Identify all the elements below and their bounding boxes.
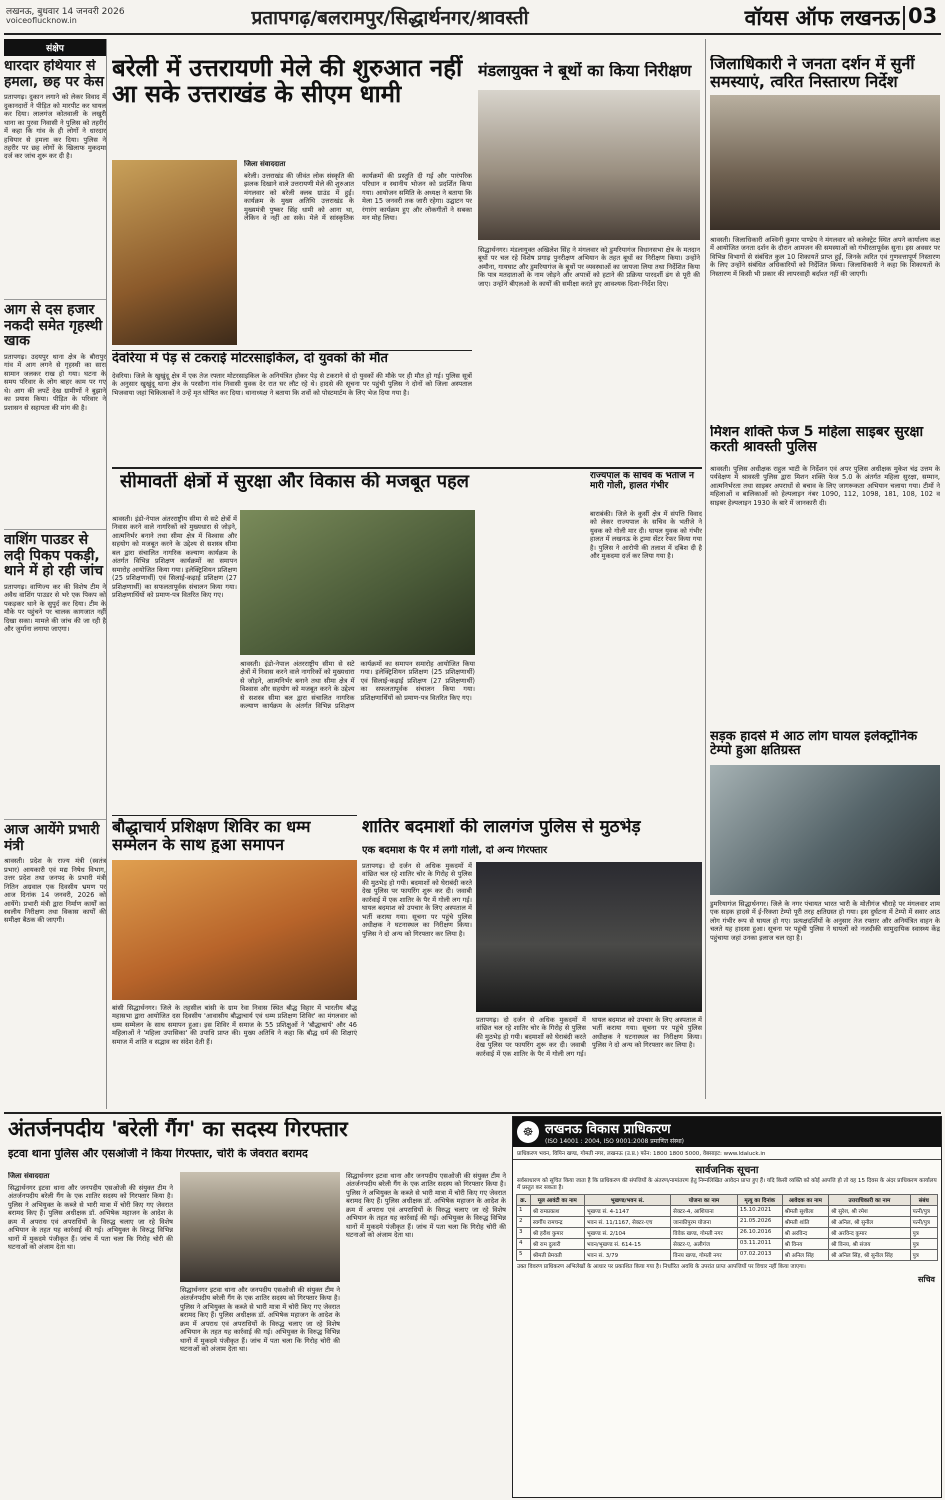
table-cell: 07.02.2013 (737, 1249, 782, 1260)
article-body: श्रावस्ती। इंडो-नेपाल अंतरराष्ट्रीय सीमा से सटे क्षेत्रों में निवास करने वाले नागरिकों को मुख्यधारा से जोड़ने, आत्मनिर्भर बनाने तथा सीमा क्षेत्र में विश्वास और सहयोग को मजबूत करने के उद्देश्य से सशस्त्र सीमा बल द्वारा संचालित नागरिक कल्याण कार्यक्रम के अंतर्गत विभिन्न प्रशिक्षण कार्यक्रमों का समापन समारोह आयोजित किया गया। इलेक्ट्रिशियन प्रशिक्षण (25 प्रशिक्षणार्थी) एवं सिलाई-कढ़ाई प्रशिक्षण (27 प्रशिक्षणार्थी) का सफलतापूर्वक संचालन किया गया। प्रशिक्षणार्थियों को प्रमाण-पत्र वितरित किए गए। (240, 660, 475, 711)
article-body: प्रतापगढ़। दो दर्जन से अधिक मुकदमों में वांछित चल रहे शातिर चोर के गिरोह से पुलिस की मुठभेड़ हो गयी। बदमाशों को घेराबंदी करते देख पुलिस पर फायरिंग शुरू कर दी। जवाबी कार्रवाई में एक शातिर के पैर में गोली लग गई। घायल बदमाश को उपचार के लिए अस्पताल में भर्ती कराया गया। सूचना पर पहुंचे पुलिस अधीक्षक ने घटनास्थल का निरीक्षण किया। पुलिस ने दो अन्य को गिरफ्तार कर लिया है। (362, 862, 472, 938)
table-header-cell: क्र. (517, 1194, 531, 1205)
headline-tempo: सड़क हादसे में आठ लोग घायल इलेक्ट्रॉनिक टेम्पो हुआ क्षतिग्रस्त (710, 730, 918, 759)
sidebar-body: प्रतापगढ़। दुकान लगाने को लेकर विवाद में दुकानदारों ने पीड़ित को मारपीट कर घायल कर दिया। लालगंज कोतवाली के लखुरी थाना का पुरवा निवासी ने पुलिस को तहरीर में कहा कि गांव के ही लोगों ने धारदार हथियार से हमला कर दिया। पुलिस ने तहरीर पर छह लोगों के खिलाफ मुकदमा दर्ज कर जांच शुरू कर दी है। (4, 93, 106, 161)
article-body: प्रतापगढ़। दो दर्जन से अधिक मुकदमों में वांछित चल रहे शातिर चोर के गिरोह से पुलिस की मुठभेड़ हो गयी। बदमाशों को घेराबंदी करते देख पुलिस पर फायरिंग शुरू कर दी। जवाबी कार्रवाई में एक शातिर के पैर में गोली लग गई। घायल बदमाश को उपचार के लिए अस्पताल में भर्ती कराया गया। सूचना पर पहुंचे पुलिस अधीक्षक ने घटनास्थल का निरीक्षण किया। पुलिस ने दो अन्य को गिरफ्तार कर लिया है। (476, 1016, 702, 1058)
table-cell: पत्नी/पुत्र (910, 1216, 937, 1227)
headline-accident: देवरिया में पेड़ से टकराई मोटरसाइकिल, दो युवकों की मौत (112, 352, 388, 366)
photo-gang (180, 1172, 340, 1282)
table-header-cell: मूल आवंटी का नाम (530, 1194, 584, 1205)
table-row (517, 1227, 938, 1238)
headline-mission: मिशन शक्ति फेज 5 महिला साइबर सुरक्षा करती श्रावस्ती पुलिस (710, 425, 924, 456)
headline-buddhist: बौद्धाचार्य प्रशिक्षण शिविर का धम्म सम्मेलन के साथ हुआ समापन (112, 818, 311, 854)
ad-iso: (ISO 14001 : 2004, ISO 9001:2008 प्रमाणित संस्था) (545, 1138, 685, 1145)
article-body: देवरिया। जिले के खुखुंदू क्षेत्र में एक तेज रफ्तार मोटरसाइकिल के अनियंत्रित होकर पेड़ से टकराने से दो युवकों की मौके पर ही मौत हो गई। पुलिस सूत्रों के अनुसार खुखुंदू थाना क्षेत्र के परसौना गांव निवासी युवक देर रात घर लौट रहे थे। हादसे की सूचना पर पहुंची पुलिस ने दोनों को जिला अस्पताल भिजवाया जहां चिकित्सकों ने उन्हें मृत घोषित कर दिया। थानाध्यक्ष ने बताया कि शवों को पोस्टमार्टम के लिए भेज दिया गया है। (112, 372, 472, 397)
table-cell: श्रीमती शांति (782, 1216, 829, 1227)
table-header-cell: उत्तराधिकारी का नाम (829, 1194, 910, 1205)
brand-name: वॉयस ऑफ लखनऊ (744, 6, 900, 30)
table-cell: श्री अनिल, श्री सुनील (829, 1216, 910, 1227)
table-cell: 4 (517, 1238, 531, 1249)
table-cell: स्वर्गीय रामचन्द्र (530, 1216, 584, 1227)
table-cell: भूखण्ड सं. 4-1147 (584, 1205, 670, 1216)
table-cell: सेक्टर-4, आशियाना (671, 1205, 738, 1216)
notice-text: सर्वसाधारण को सूचित किया जाता है कि प्राधिकरण की संपत्तियों के अंतरण/नामांतरण हेतु निम्नलिखित आवेदन प्राप्त हुए हैं। यदि किसी व्यक्ति को कोई आपत्ति हो तो वह 15 दिवस के अंदर प्राधिकरण कार्यालय में प्रस्तुत कर सकता है। (517, 1178, 937, 1191)
dateline: जिला संवाददाता (8, 1172, 50, 1180)
table-cell: पुत्र (910, 1238, 937, 1249)
divider (112, 350, 472, 351)
table-cell: भूखण्ड सं. 2/104 (584, 1227, 670, 1238)
photo-border (240, 510, 475, 655)
article-body: सिद्धार्थनगर इटवा थाना और जनपदीय एसओजी की संयुक्त टीम ने अंतर्जनपदीय बरेली गैंग के एक शातिर सदस्य को गिरफ्तार किया है। पुलिस ने अभियुक्त के कब्जे से भारी मात्रा में चोरी किए गए जेवरात बरामद किए हैं। पुलिस अधीक्षक डॉ. अभिषेक महाजन के आदेश के क्रम में अपराध एवं अपराधियों के विरुद्ध चलाए जा रहे विशेष अभियान के तहत यह कार्रवाई की गई। अभियुक्त के विरुद्ध विभिन्न थानों में मुकदमे पंजीकृत हैं। जांच में पता चला कि गिरोह चोरी की घटनाओं को अंजाम देता था। (8, 1184, 173, 1252)
table-cell: श्री हरीश कुमार (530, 1227, 584, 1238)
table-cell: पुत्र (910, 1227, 937, 1238)
article-body: बरेली। उत्तराखंड की जीवंत लोक संस्कृति की झलक दिखाने वाले उत्तरायणी मेले की शुरुआत मंगलवार को बरेली क्लब ग्राउंड में हुई। कार्यक्रम के मुख्य अतिथि उत्तराखंड के मुख्यमंत्री पुष्कर सिंह धामी को आना था, लेकिन वे नहीं आ सके। मेले में सांस्कृतिक कार्यक्रमों की प्रस्तुति दी गई और पारंपरिक परिधान व स्थानीय भोजन को प्रदर्शित किया गया। आयोजन समिति के अध्यक्ष ने बताया कि मेला 15 जनवरी तक जारी रहेगा। उद्घाटन पर रंगारंग कार्यक्रम हुए और लोकगीतों ने सबका मन मोह लिया। (244, 172, 472, 223)
header-rule (4, 33, 941, 35)
table-cell: श्री अनिल सिंह (782, 1249, 829, 1260)
table-cell: श्रीमती प्रेमवती (530, 1249, 584, 1260)
table-cell: श्रीमती सुशीला (782, 1205, 829, 1216)
article-body: श्रावस्ती। पुलिस अधीक्षक राहुल भाटी के निर्देशन एवं अपर पुलिस अधीक्षक मुकेश चंद्र उत्तम के पर्यवेक्षण में श्रावस्ती पुलिस द्वारा मिशन शक्ति फेज 5.0 के अंतर्गत महिला सुरक्षा, सम्मान, आत्मनिर्भरता तथा साइबर अपराधों से बचाव के लिए जागरूकता अभियान चलाया गया। टीमों ने महिलाओं व बालिकाओं को हेल्पलाइन नंबर 1090, 112, 1098, 181, 108, 102 व साइबर हेल्पलाइन 1930 के बारे में जानकारी दी। (710, 465, 940, 507)
divider (112, 815, 357, 816)
headline-nephew: राज्यपाल के सचिव के भतीजे ने मारी गोली, हालत गंभीर (590, 472, 695, 491)
divider (4, 1112, 941, 1114)
photo-buddhist (112, 860, 357, 1000)
table-row (517, 1249, 938, 1260)
table-cell: श्री रामप्रकाश (530, 1205, 584, 1216)
ad-footer: उक्त विवरण प्राधिकरण अभिलेखों के आधार पर प्रकाशित किया गया है। निर्धारित अवधि के उपरांत प्राप्त आपत्तियों पर विचार नहीं किया जाएगा। (517, 1263, 806, 1270)
photo-encounter (476, 862, 702, 1012)
table-cell: 3 (517, 1227, 531, 1238)
edition-title: प्रतापगढ़/बलरामपुर/सिद्धार्थनगर/श्रावस्ती (251, 7, 529, 29)
ad-contact: प्राधिकरण भवन, विपिन खण्ड, गोमती नगर, लखनऊ (उ.प्र.) फोन: 1800 1800 5000, वेबसाइट: www.ldaluck.in (513, 1147, 941, 1160)
table-cell: भवन/भूखण्ड सं. 614-15 (584, 1238, 670, 1249)
table-cell: श्री राम दुलारी (530, 1238, 584, 1249)
notice-title: सार्वजनिक सूचना (695, 1165, 759, 1176)
sidebar-item (4, 59, 106, 299)
subheadline-encounter: एक बदमाश के पैर में लगी गोली, दो अन्य गिरफ्तार (362, 845, 548, 856)
table-cell: श्री विनय (782, 1238, 829, 1249)
table-cell: 1 (517, 1205, 531, 1216)
photo-commissioner (478, 90, 700, 240)
table-cell: 21.05.2026 (737, 1216, 782, 1227)
sidebar-headline: वाशिंग पाउडर से लदी पिकप पकड़ी, थाने में हो रही जांच (4, 532, 103, 580)
table-cell: विनय खण्ड, गोमती नगर (671, 1249, 738, 1260)
article-body: डुमरियागंज सिद्धार्थनगर। जिले के नगर पंचायत भारत भारी के मोतीगंज चौराहे पर मंगलवार शाम एक सड़क हादसे में ई-रिक्शा टेम्पो पूरी तरह क्षतिग्रस्त हो गया। इस दुर्घटना में टेम्पो में सवार आठ लोग गंभीर रूप से घायल हो गए। प्रत्यक्षदर्शियों के अनुसार तेज रफ्तार और अनियंत्रित वाहन के चलते यह हादसा हुआ। सूचना पर पहुंची पुलिस ने घायलों को नजदीकी सामुदायिक स्वास्थ्य केंद्र पहुंचाया जहां उनका इलाज चल रहा है। (710, 900, 940, 942)
divider (112, 467, 702, 469)
table-cell: विवेक खण्ड, गोमती नगर (671, 1227, 738, 1238)
table-cell: भवन सं. 3/79 (584, 1249, 670, 1260)
headline-border: सीमावर्ती क्षेत्रों में सुरक्षा और विकास की मजबूत पहल (120, 472, 469, 492)
table-cell: श्री अरविन्द (782, 1227, 829, 1238)
table-cell: 15.10.2021 (737, 1205, 782, 1216)
table-row (517, 1238, 938, 1249)
table-header-cell: मृत्यु का दिनांक (737, 1194, 782, 1205)
article-body: बांसी सिद्धार्थनगर। जिले के तहसील बांसी के ग्राम रेवा निवास स्थित बौद्ध विहार में भारतीय बौद्ध महासभा द्वारा आयोजित दस दिवसीय 'आवासीय बौद्धाचार्य एवं धम्म प्रशिक्षण शिविर' का मंगलवार को धम्म सम्मेलन के साथ समापन हुआ। इस शिविर में समाज के 55 प्रशिक्षुओं ने 'बौद्धाचार्य' और 46 महिलाओं ने 'महिला उपासिका' की उपाधि प्राप्त की। मुख्य अतिथि ने कहा कि बौद्ध धर्म की शिक्षाएं समाज में शांति व सद्भाव का संदेश देती हैं। (112, 1004, 357, 1046)
sidebar-headline: आज आयेंगे प्रभारी मंत्री (4, 822, 100, 854)
headline-bareilly: बरेली में उत्तरायणी मेले की शुरुआत नहीं आ सके उत्तराखंड के सीएम धामी (112, 55, 463, 108)
ad-title: लखनऊ विकास प्राधिकरण (545, 1122, 671, 1137)
sidebar-body: प्रतापगढ़। उदयपुर थाना क्षेत्र के बौरापुर गांव में आग लगने से गृहस्थी का सारा सामान जलकर राख हो गया। घटना के समय परिवार के लोग बाहर काम पर गए थे। आग की लपटें देख ग्रामीणों ने बुझाने का प्रयास किया। पीड़ित के परिवार ने प्रशासन से सहायता की मांग की है। (4, 353, 106, 412)
issue-date: लखनऊ, बुधवार 14 जनवरी 2026 (6, 7, 125, 17)
notice-table (516, 1194, 938, 1261)
article-body: सिद्धार्थनगर इटवा थाना और जनपदीय एसओजी की संयुक्त टीम ने अंतर्जनपदीय बरेली गैंग के एक शातिर सदस्य को गिरफ्तार किया है। पुलिस ने अभियुक्त के कब्जे से भारी मात्रा में चोरी किए गए जेवरात बरामद किए हैं। पुलिस अधीक्षक डॉ. अभिषेक महाजन के आदेश के क्रम में अपराध एवं अपराधियों के विरुद्ध चलाए जा रहे विशेष अभियान के तहत यह कार्रवाई की गई। अभियुक्त के विरुद्ध विभिन्न थानों में मुकदमे पंजीकृत हैं। जांच में पता चला कि गिरोह चोरी की घटनाओं को अंजाम देता था। (180, 1286, 340, 1354)
article-body: बाराबंकी। जिले के कुर्सी क्षेत्र में संपत्ति विवाद को लेकर राज्यपाल के सचिव के भतीजे ने युवक को गोली मार दी। घायल युवक को गंभीर हालत में लखनऊ के ट्रामा सेंटर रेफर किया गया है। पुलिस ने आरोपी की तलाश में दबिश दी है और मुकदमा दर्ज कर लिया गया है। (590, 510, 702, 561)
table-cell: 2 (517, 1216, 531, 1227)
sidebar-item (4, 529, 106, 819)
sidebar-item (4, 819, 106, 1109)
table-header-cell: संबंध (910, 1194, 937, 1205)
sidebar-title: संक्षेप (4, 39, 106, 56)
article-body: श्रावस्ती। जिलाधिकारी अश्विनी कुमार पाण्डेय ने मंगलवार को कलेक्ट्रेट स्थित अपने कार्यालय कक्ष में आयोजित जनता दर्शन के दौरान आमजन की समस्याओं को गंभीरतापूर्वक सुना। इस अवसर पर विभिन्न विभागों से संबंधित कुल 10 शिकायतें प्राप्त हुईं, जिनके त्वरित एवं गुणवत्तापूर्ण निस्तारण के लिए उन्होंने संबंधित अधिकारियों को निर्देशित किया। जिलाधिकारी ने कहा कि शिकायतों के निस्तारण में किसी भी प्रकार की लापरवाही बर्दाश्त नहीं की जाएगी। (710, 236, 940, 278)
table-cell: श्री अनिल सिंह, श्री सुनील सिंह (829, 1249, 910, 1260)
sidebar-body: श्रावस्ती। प्रदेश के राज्य मंत्री (स्वतंत्र प्रभार) आयकारी एवं मद्य निषेध विभाग, उत्तर प्रदेश तथा जनपद के प्रभारी मंत्री नितिन अग्रवाल एक दिवसीय भ्रमण पर आज दिनांक 14 जनवरी, 2026 को आयेंगे। प्रभारी मंत्री द्वारा निर्माण कार्यों का स्थलीय निरीक्षण तथा विकास कार्यों की समीक्षा बैठक की जाएगी। (4, 857, 106, 925)
table-cell: 5 (517, 1249, 531, 1260)
subheadline-gang: इटवा थाना पुलिस और एसओजी ने किया गिरफ्तार, चोरी के जेवरात बरामद (8, 1148, 308, 1160)
website-url[interactable]: voiceoflucknow.in (6, 16, 77, 25)
table-cell: भवन सं. 11/1167, सेक्टर-एच (584, 1216, 670, 1227)
sidebar-headline: धारदार हथियार से हमला, छह पर केस (4, 59, 105, 90)
headline-gang: अंतर्जनपदीय 'बरेली गैंग' का सदस्य गिरफ्तार (8, 1118, 348, 1141)
table-cell: जानकीपुरम योजना (671, 1216, 738, 1227)
table-cell: सेक्टर-ए, अलीगंज (671, 1238, 738, 1249)
ad-header (513, 1117, 941, 1147)
table-cell: 03.11.2011 (737, 1238, 782, 1249)
photo-bareilly (112, 160, 237, 345)
table-cell: पत्नी/पुत्र (910, 1205, 937, 1216)
table-cell: श्री अरविन्द कुमार (829, 1227, 910, 1238)
headline-encounter: शातिर बदमाशों की लालगंज पुलिस से मुठभेड़ (362, 818, 641, 837)
table-cell: पुत्र (910, 1249, 937, 1260)
emblem-icon: ☸ (517, 1121, 539, 1143)
column-divider (705, 39, 706, 1099)
article-body: सिद्धार्थनगर इटवा थाना और जनपदीय एसओजी की संयुक्त टीम ने अंतर्जनपदीय बरेली गैंग के एक शातिर सदस्य को गिरफ्तार किया है। पुलिस ने अभियुक्त के कब्जे से भारी मात्रा में चोरी किए गए जेवरात बरामद किए हैं। पुलिस अधीक्षक डॉ. अभिषेक महाजन के आदेश के क्रम में अपराध एवं अपराधियों के विरुद्ध चलाए जा रहे विशेष अभियान के तहत यह कार्रवाई की गई। अभियुक्त के विरुद्ध विभिन्न थानों में मुकदमे पंजीकृत हैं। जांच में पता चला कि गिरोह चोरी की घटनाओं को अंजाम देता था। (346, 1172, 506, 1240)
photo-tempo (710, 765, 940, 895)
ad-lda (512, 1116, 942, 1498)
table-row (517, 1216, 938, 1227)
sidebar-headline: आग से दस हजार नकदी समेत गृहस्थी खाक (4, 302, 103, 350)
table-header-cell: योजना का नाम (671, 1194, 738, 1205)
table-row (517, 1205, 938, 1216)
sidebar-item (4, 299, 106, 529)
page-number: 03 (908, 4, 938, 28)
headline-dm: जिलाधिकारी ने जनता दर्शन में सुनीं समस्याएं, त्वरित निस्तारण निर्देश (710, 55, 915, 91)
dateline: जिला संवाददाता (244, 160, 286, 168)
ad-signature: सचिव (917, 1274, 935, 1284)
table-cell: श्री सुरेश, श्री रमेश (829, 1205, 910, 1216)
table-header-cell: आवेदक का नाम (782, 1194, 829, 1205)
headline-commissioner: मंडलायुक्त ने बूथों का किया निरीक्षण (478, 62, 692, 80)
article-body: श्रावस्ती। इंडो-नेपाल अंतरराष्ट्रीय सीमा से सटे क्षेत्रों में निवास करने वाले नागरिकों को मुख्यधारा से जोड़ने, आत्मनिर्भर बनाने तथा सीमा क्षेत्र में विश्वास और सहयोग को मजबूत करने के उद्देश्य से सशस्त्र सीमा बल द्वारा संचालित नागरिक कल्याण कार्यक्रम के अंतर्गत विभिन्न प्रशिक्षण कार्यक्रमों का समापन समारोह आयोजित किया गया। इलेक्ट्रिशियन प्रशिक्षण (25 प्रशिक्षणार्थी) एवं सिलाई-कढ़ाई प्रशिक्षण (27 प्रशिक्षणार्थी) का सफलतापूर्वक संचालन किया गया। प्रशिक्षणार्थियों को प्रमाण-पत्र वितरित किए गए। (112, 515, 237, 599)
sidebar (4, 39, 107, 1109)
sidebar-body: प्रतापगढ़। वाणिज्य कर की विशेष टीम ने अवैध वाशिंग पाउडर से भरे एक पिकप को पकड़कर थाने के सुपुर्द कर दिया। टीम के मौके पर पहुंचने पर चालक कागजात नहीं दिखा सका। मामले की जांच की जा रही है और जुर्माना लगाया जाएगा। (4, 583, 106, 634)
photo-dm (710, 95, 940, 230)
header-divider (903, 6, 905, 30)
table-header-cell: भूखण्ड/भवन सं. (584, 1194, 670, 1205)
table-cell: श्री विनय, श्री संजय (829, 1238, 910, 1249)
article-body: सिद्धार्थनगर। मंडलायुक्त अखिलेश सिंह ने मंगलवार को डुमरियागंज विधानसभा क्षेत्र के मतदान बूथों पर चल रहे विशेष प्रगाढ़ पुनरीक्षण अभियान के तहत बूथों का निरीक्षण किया। उन्होंने अमौना, गायघाट और डुमरियागंज के बूथों पर व्यवस्थाओं का जायजा लिया तथा निर्देशित किया कि पात्र मतदाताओं के नाम जोड़ने और अपात्रों को हटाने की प्रक्रिया पारदर्शी ढंग से पूरी की जाए। उन्होंने बीएलओ के कार्यों की समीक्षा करते हुए आवश्यक दिशा-निर्देश दिए। (478, 246, 700, 288)
table-cell: 26.10.2016 (737, 1227, 782, 1238)
